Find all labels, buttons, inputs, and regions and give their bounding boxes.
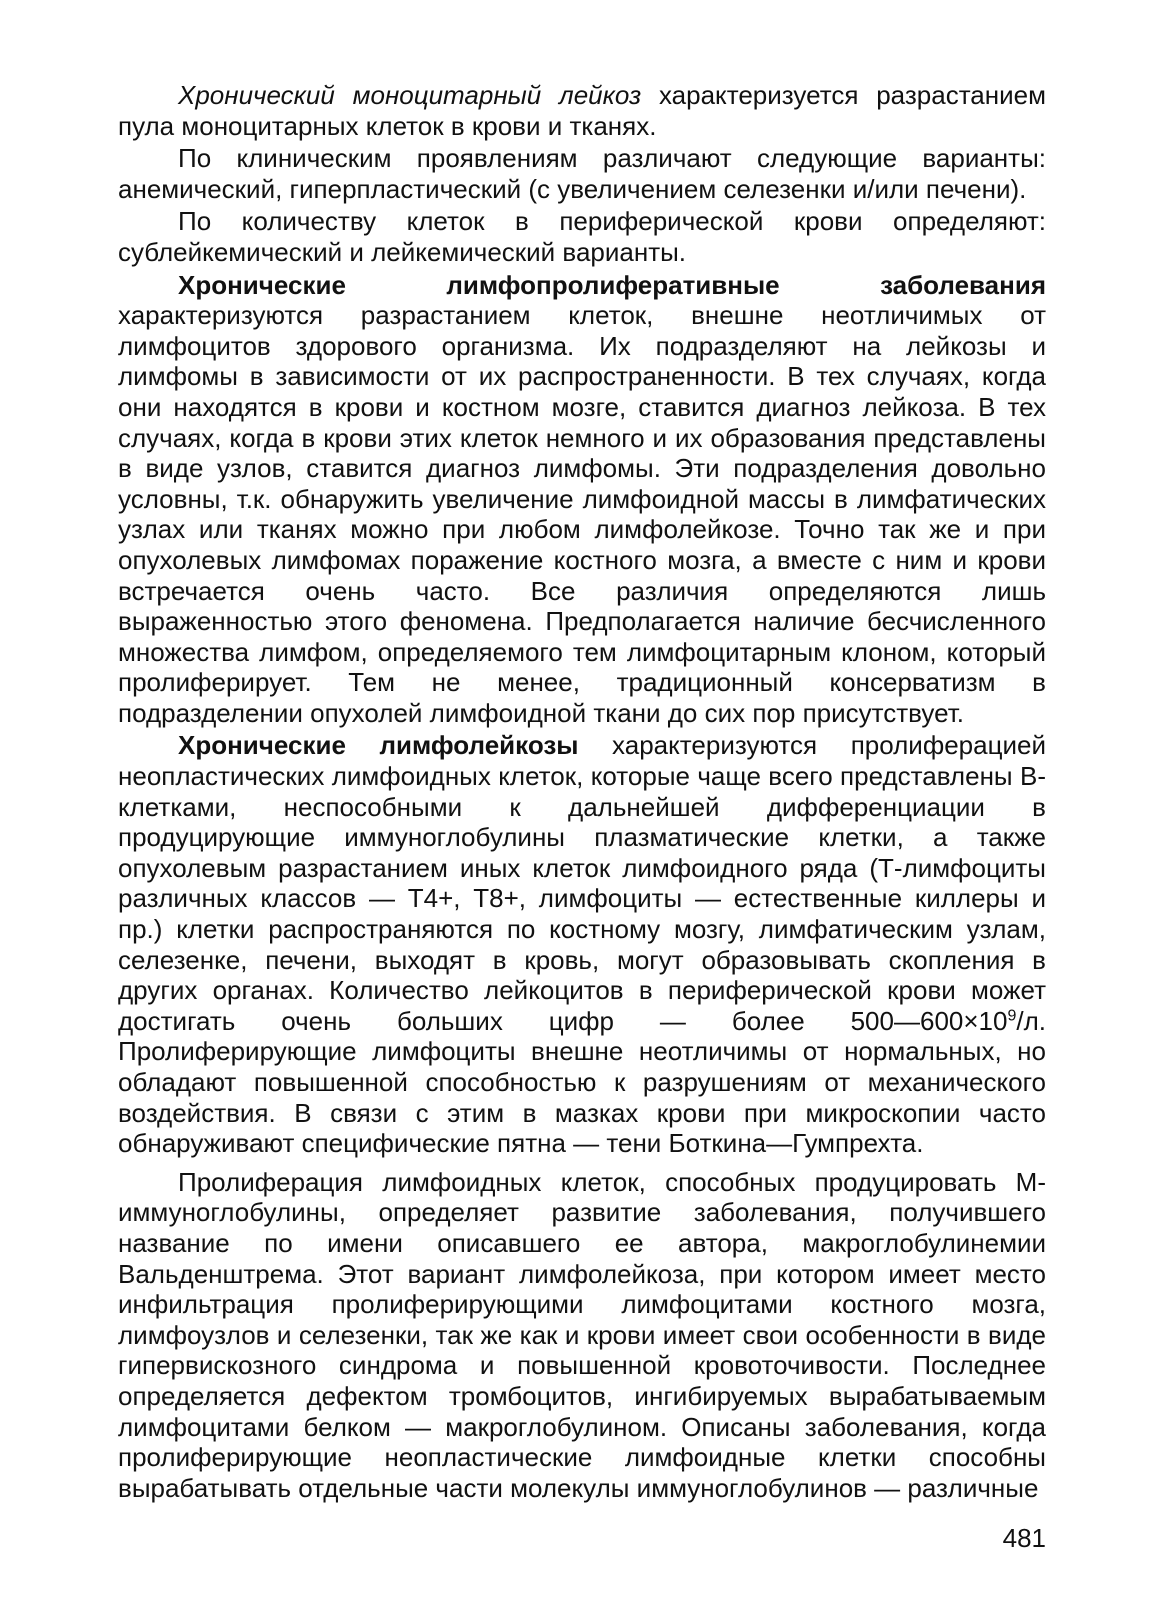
page-number: 481 xyxy=(1002,1523,1046,1553)
heading-lymphoproliferative: Хронические лимфопролиферативные заболевания xyxy=(178,269,1046,300)
body-text xyxy=(118,80,1046,1503)
heading-chronic-lympholeukemia: Хронические лимфолейкозы xyxy=(178,730,579,761)
paragraph-text: характеризуются пролиферацией неопластических лимфоидных клеток, которые чаще всего представлены В-клетками, неспособными к дальнейшей дифференциации в продуцирующие иммуноглобулины плазматические клетки, а также опухолевым разрастанием иных клеток лимфоидного ряда (Т-лимфоциты различных классов — Т4+, Т8+, лимфоциты — естественные киллеры и пр.) клетки распространяются по костному мозгу, лимфатическим узлам, селезенке, печени, выходят в кровь, могут образовывать скопления в других органах. Количество лейкоцитов в периферической крови может достигать очень больших цифр — более 500—600×10 xyxy=(118,730,1046,1036)
paragraph-text: характеризуются разрастанием клеток, внешне неотличимых от лимфоцитов здорового организма. Их подразделяют на лейкозы и лимфомы в зависимости от их распространенности. В тех случаях, когда они находятся в крови и костном мозге, ставится диагноз лейкоза. В тех случаях, когда в крови этих клеток немного и их образования представлены в виде узлов, ставится диагноз лимфомы. Эти подразделения довольно условны, т.к. обнаружить увеличение лимфоидной массы в лимфатических узлах или тканях можно при любом лимфолейкозе. Точно так же и при опухолевых лимфомах поражение костного мозга, а вместе с ним и крови встречается очень часто. Все различия определяются лишь выраженностью этого феномена. Предполагается наличие бесчисленного множества лимфом, определяемого тем лимфоцитарным клоном, который пролиферирует. Тем не менее, традиционный консерватизм в подразделении опухолей лимфоидной ткани до сих пор присутствует. xyxy=(118,300,1046,728)
paragraph-text: /л. Пролиферирующие лимфоциты внешне неотличимы от нормальных, но обладают повышенной способностью к разрушениям от механического воздействия. В связи с этим в мазках крови при микроскопии часто обнаруживают специфические пятна — тени Боткина—Гумпрехта. xyxy=(118,1005,1046,1159)
paragraph-monocytic-leukemia xyxy=(118,80,1046,141)
paragraph-lymphoproliferative xyxy=(118,270,1046,729)
paragraph-text: характеризуется разрастанием пула моноцитарных клеток в крови и тканях. xyxy=(118,80,1046,141)
superscript: 9 xyxy=(1007,1007,1017,1025)
paragraph-cell-count-variants: По количеству клеток в периферической крови определяют: сублейкемический и лейкемический варианты. xyxy=(118,206,1046,267)
paragraph-clinical-variants: По клиническим проявлениям различают следующие варианты: анемический, гиперпластический (с увеличением селезенки и/или печени). xyxy=(118,143,1046,204)
paragraph-chronic-lympholeukemia xyxy=(118,730,1046,1158)
paragraph-waldenstrom: Пролиферация лимфоидных клеток, способных продуцировать М-иммуноглобулины, определяет развитие заболевания, получившего название по имени описавшего ее автора, макроглобулинемии Вальденштрема. Этот вариант лимфолейкоза, при котором имеет место инфильтрация пролиферирующими лимфоцитами костного мозга, лимфоузлов и селезенки, так же как и крови имеет свои особенности в виде гипервискозного синдрома и повышенной кровоточивости. Последнее определяется дефектом тромбоцитов, ингибируемых вырабатываемым лимфоцитами белком — макроглобулином. Описаны заболевания, когда пролиферирующие неопластические лимфоидные клетки способны вырабатывать отдельные части молекулы иммуноглобулинов — различные xyxy=(118,1166,1046,1503)
term-monocytic-leukemia: Хронический моноцитарный лейкоз xyxy=(178,80,642,110)
